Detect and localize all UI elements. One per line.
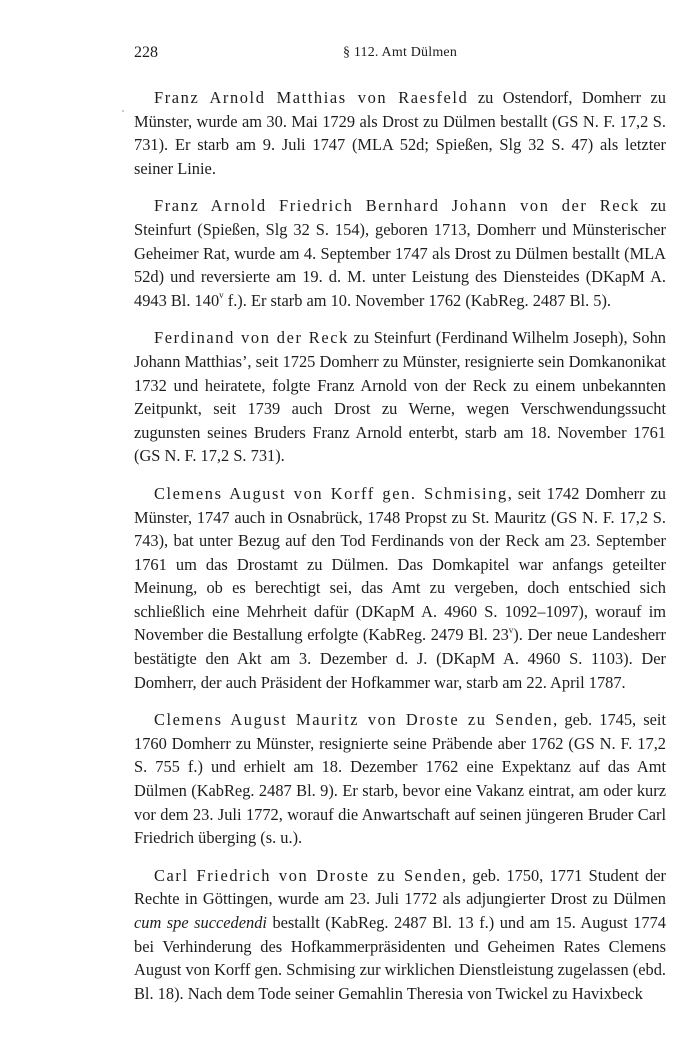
page-header [134, 44, 666, 68]
entry-text-continued: ). Der neue Landesherr bestätigte den Akt am 3. Dezember d. J. (DKapM A. 4960 S. 1103). Der Domherr, der auch Präsident der Hofkammer war, starb am 22. April 1787. [134, 625, 667, 692]
entry-paragraph [134, 864, 666, 1006]
person-name: Clemens August von Korff gen. Schmising [154, 483, 508, 503]
page-number: 228 [134, 44, 158, 61]
entry-raesfeld [134, 86, 666, 180]
entry-text: , geb. 1745, seit 1760 Domherr zu Münster, resignierte seine Präbende aber 1762 (GS N. F. 17,2 S. 755 f.) und erhielt am 18. Dezember 1762 eine Expektanz auf das Amt Dülmen (KabReg. 2487 Bl. 9). Er starb, bevor eine Vakanz eintrat, am oder kurz vor dem 23. Juli 1772, worauf die Anwartschaft auf seinen jüngeren Bruder Carl Friedrich überging (s. u.). [134, 710, 667, 848]
entry-carl-friedrich-droste [134, 864, 666, 1006]
entry-paragraph [134, 86, 666, 180]
entry-paragraph [134, 326, 666, 468]
entry-text: , geb. 1750, 1771 Student der Rechte in Göttingen, wurde am 23. Juli 1772 als adjungierter Drost zu Dülmen [134, 865, 666, 909]
person-name: Franz Arnold Friedrich Bernhard Johann von der Reck [154, 196, 640, 216]
folio-verso-mark: v [508, 625, 514, 635]
person-name: Ferdinand von der Reck [154, 328, 349, 348]
entry-ferdinand-von-der-reck [134, 326, 666, 468]
entry-paragraph [134, 482, 666, 694]
entry-text: zu Steinfurt (Spießen, Slg 32 S. 154), geboren 1713, Domherr und Münsterischer Geheimer Rat, wurde am 4. September 1747 als Drost zu Dülmen bestallt (MLA 52d) und reversierte am 19. d. M. unter Leistung des Diensteides (DKapM A. 4943 Bl. 140 [134, 196, 666, 310]
entry-text: zu Steinfurt (Ferdinand Wilhelm Joseph), Sohn Johann Matthias’, seit 1725 Domherr zu Münster, resignierte sein Domkanonikat 1732 und heiratete, folgte Franz Arnold von der Reck zu einem unbekannten Zeitpunkt, seit 1739 auch Drost zu Werne, wegen Verschwendungssucht zugunsten seines Bruders Franz Arnold enterbt, starb am 18. November 1761 (GS N. F. 17,2 S. 731). [134, 328, 666, 466]
person-name: Carl Friedrich von Droste zu Senden [154, 865, 462, 885]
entry-text: , seit 1742 Domherr zu Münster, 1747 auch in Osnabrück, 1748 Propst zu St. Mauritz (GS N. F. 17,2 S. 743), bat unter Bezug auf den Tod Ferdinands von der Reck am 23. September 1761 um das Drostamt zu Dülmen. Das Domkapitel war anfangs geteilter Meinung, ob es berechtigt sei, das Amt zu vergeben, doch entschied sich schließlich eine Mehrheit dafür (DKapM A. 4960 S. 1092–1097), worauf im November die Bestallung erfolgte (KabReg. 2479 Bl. 23 [134, 483, 667, 645]
entry-text: zu Ostendorf, Domherr zu Münster, wurde am 30. Mai 1729 als Drost zu Dülmen bestallt (GS N. F. 17,2 S. 731). Er starb am 9. Juli 1747 (MLA 52d; Spießen, Slg 32 S. 47) als letzter seiner Linie. [134, 88, 666, 178]
entry-text-continued: bestallt (KabReg. 2487 Bl. 13 f.) und am 15. August 1774 bei Verhinderung des Hofkammerpräsidenten und Geheimen Rates Clemens August von Korff gen. Schmising zur wirklichen Dienstleistung zugelassen (ebd. Bl. 18). Nach dem Tode seiner Gemahlin Theresia von Twickel zu Havixbeck [134, 913, 667, 1003]
person-name: Clemens August Mauritz von Droste zu Senden [154, 710, 554, 730]
folio-verso-mark: v [219, 290, 224, 301]
entry-korff-schmising [134, 482, 666, 694]
person-name: Franz Arnold Matthias von Raesfeld [154, 88, 469, 107]
latin-phrase: cum spe succedendi [134, 913, 267, 932]
entry-paragraph [134, 194, 666, 312]
margin-mark [122, 110, 124, 112]
entry-paragraph [134, 708, 666, 850]
running-head: § 112. Amt Dülmen [342, 45, 458, 60]
body-text [134, 86, 666, 1019]
entry-text-continued: f.). Er starb am 10. November 1762 (KabReg. 2487 Bl. 5). [223, 290, 612, 310]
entry-clemens-august-mauritz-droste [134, 708, 666, 850]
entry-franz-arnold-von-der-reck [134, 194, 666, 312]
